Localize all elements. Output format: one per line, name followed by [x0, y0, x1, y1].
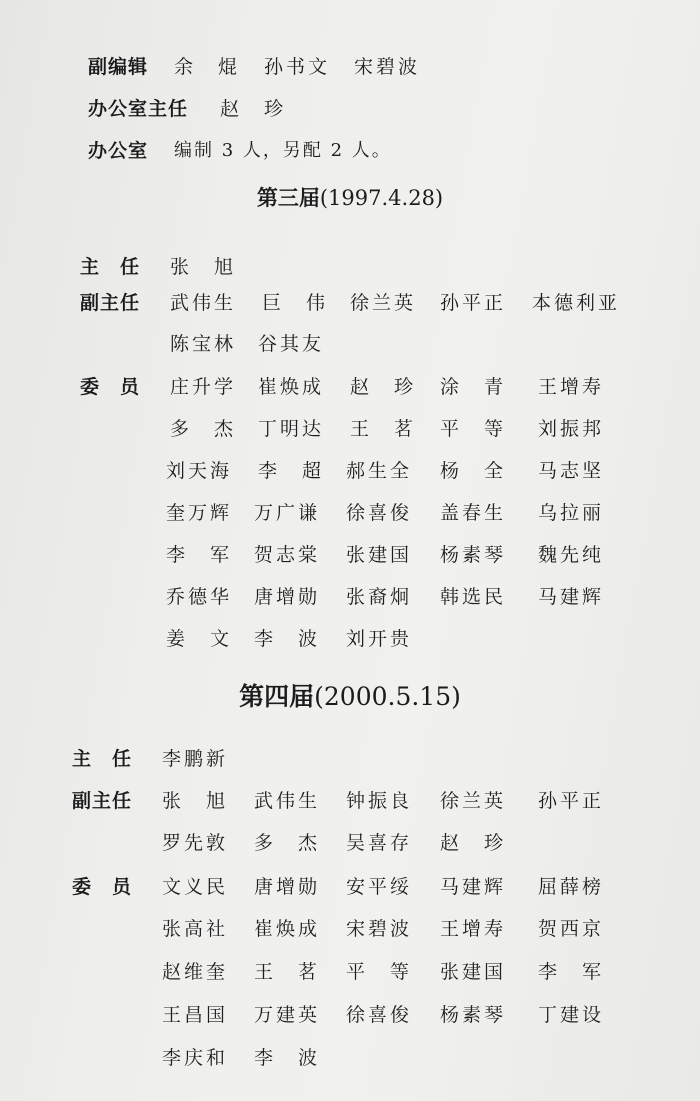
fourth-deputy-row — [0, 786, 700, 826]
name-cell: 孙书文 — [264, 56, 331, 78]
office-staffing-text: 编制 3 人，另配 2 人。 — [174, 140, 392, 161]
fourth-members-row — [0, 1000, 700, 1040]
fourth-members-row — [0, 957, 700, 997]
name-cell: 本德利亚 — [532, 292, 621, 314]
deputy-director-label: 副主任 — [80, 292, 141, 314]
name-cell: 张高社 — [162, 918, 229, 940]
third-deputy-row — [0, 288, 700, 328]
name-cell: 刘开贵 — [346, 628, 413, 650]
name-cell: 李 波 — [254, 628, 321, 650]
name-cell: 宋碧波 — [354, 56, 421, 78]
name-cell: 平 等 — [346, 961, 413, 983]
name-cell: 魏先纯 — [538, 544, 605, 566]
name-cell: 崔焕成 — [258, 376, 325, 398]
name-cell: 张 旭 — [162, 790, 229, 812]
name-cell: 孙平正 — [440, 292, 507, 314]
name-cell: 李 军 — [538, 961, 605, 983]
name-cell: 巨 伟 — [262, 292, 329, 314]
third-term-title: 第三届 — [256, 186, 320, 210]
office-label: 办公室 — [88, 140, 149, 162]
deputy-editors-label: 副编辑 — [88, 56, 149, 78]
name-cell: 平 等 — [440, 418, 507, 440]
name-cell: 盖春生 — [440, 502, 507, 524]
members-label: 委 员 — [80, 376, 141, 398]
name-cell: 徐兰英 — [440, 790, 507, 812]
third-deputy-row — [0, 329, 700, 369]
name-cell: 奎万辉 — [166, 502, 233, 524]
name-cell: 武伟生 — [254, 790, 321, 812]
fourth-members-row — [0, 914, 700, 954]
name-cell: 张建国 — [440, 961, 507, 983]
name-cell: 多 杰 — [254, 832, 321, 854]
fourth-deputy-row — [0, 828, 700, 868]
name-cell: 乌拉丽 — [538, 502, 605, 524]
name-cell: 贺志棠 — [254, 544, 321, 566]
name-cell: 丁建设 — [538, 1004, 605, 1026]
name-cell: 刘振邦 — [538, 418, 605, 440]
name-cell: 马建辉 — [538, 586, 605, 608]
third-members-row — [0, 456, 700, 496]
name-cell: 乔德华 — [166, 586, 233, 608]
third-director-row — [0, 252, 700, 292]
third-term-date: (1997.4.28) — [319, 186, 444, 210]
deputy-editors-row — [0, 52, 700, 92]
name-cell: 赵 珍 — [220, 98, 287, 120]
office-row — [0, 136, 700, 176]
members-label: 委 员 — [72, 876, 133, 898]
office-director-label: 办公室主任 — [88, 98, 189, 120]
name-cell: 徐喜俊 — [346, 502, 413, 524]
third-members-row — [0, 624, 700, 664]
name-cell: 杨素琴 — [440, 1004, 507, 1026]
name-cell: 屈薛榜 — [538, 876, 605, 898]
name-cell: 姜 文 — [166, 628, 233, 650]
name-cell: 王增寿 — [538, 376, 605, 398]
name-cell: 谷其友 — [258, 333, 325, 355]
name-cell: 韩选民 — [440, 586, 507, 608]
name-cell: 赵 珍 — [350, 376, 417, 398]
name-cell: 徐兰英 — [350, 292, 417, 314]
name-cell: 杨素琴 — [440, 544, 507, 566]
name-cell: 罗先敦 — [162, 832, 229, 854]
name-cell: 李鹏新 — [162, 748, 229, 770]
name-cell: 王 茗 — [350, 418, 417, 440]
third-members-row — [0, 582, 700, 622]
name-cell: 刘天海 — [166, 460, 233, 482]
third-members-row — [0, 372, 700, 412]
name-cell: 张建国 — [346, 544, 413, 566]
name-cell: 陈宝林 — [170, 333, 237, 355]
name-cell: 王增寿 — [440, 918, 507, 940]
name-cell: 武伟生 — [170, 292, 237, 314]
name-cell: 马建辉 — [440, 876, 507, 898]
name-cell: 唐增勋 — [254, 876, 321, 898]
fourth-director-row — [0, 744, 700, 784]
name-cell: 徐喜俊 — [346, 1004, 413, 1026]
name-cell: 余 焜 — [174, 56, 241, 78]
name-cell: 郝生全 — [346, 460, 413, 482]
name-cell: 张裔炯 — [346, 586, 413, 608]
director-label: 主 任 — [72, 748, 133, 770]
name-cell: 李 军 — [166, 544, 233, 566]
third-members-row — [0, 498, 700, 538]
fourth-term-date: (2000.5.15) — [314, 682, 461, 711]
name-cell: 李 波 — [254, 1047, 321, 1069]
name-cell: 王昌国 — [162, 1004, 229, 1026]
name-cell: 李 超 — [258, 460, 325, 482]
name-cell: 文义民 — [162, 876, 229, 898]
name-cell: 丁明达 — [258, 418, 325, 440]
name-cell: 吴喜存 — [346, 832, 413, 854]
name-cell: 赵 珍 — [440, 832, 507, 854]
fourth-members-row — [0, 1043, 700, 1083]
name-cell: 王 茗 — [254, 961, 321, 983]
name-cell: 多 杰 — [170, 418, 237, 440]
director-label: 主 任 — [80, 256, 141, 278]
name-cell: 钟振良 — [346, 790, 413, 812]
fourth-term-title: 第四届 — [239, 682, 315, 711]
name-cell: 安平绥 — [346, 876, 413, 898]
name-cell: 崔焕成 — [254, 918, 321, 940]
name-cell: 宋碧波 — [346, 918, 413, 940]
name-cell: 杨 全 — [440, 460, 507, 482]
fourth-members-row — [0, 872, 700, 912]
name-cell: 赵维奎 — [162, 961, 229, 983]
third-members-row — [0, 414, 700, 454]
name-cell: 万广谦 — [254, 502, 321, 524]
name-cell: 唐增勋 — [254, 586, 321, 608]
name-cell: 庄升学 — [170, 376, 237, 398]
fourth-term-heading — [0, 677, 700, 713]
third-term-heading — [0, 182, 700, 212]
name-cell: 万建英 — [254, 1004, 321, 1026]
name-cell: 张 旭 — [170, 256, 237, 278]
name-cell: 贺西京 — [538, 918, 605, 940]
third-members-row — [0, 540, 700, 580]
name-cell: 涂 青 — [440, 376, 507, 398]
office-director-row — [0, 94, 700, 134]
name-cell: 孙平正 — [538, 790, 605, 812]
name-cell: 李庆和 — [162, 1047, 229, 1069]
deputy-director-label: 副主任 — [72, 790, 133, 812]
name-cell: 马志坚 — [538, 460, 605, 482]
